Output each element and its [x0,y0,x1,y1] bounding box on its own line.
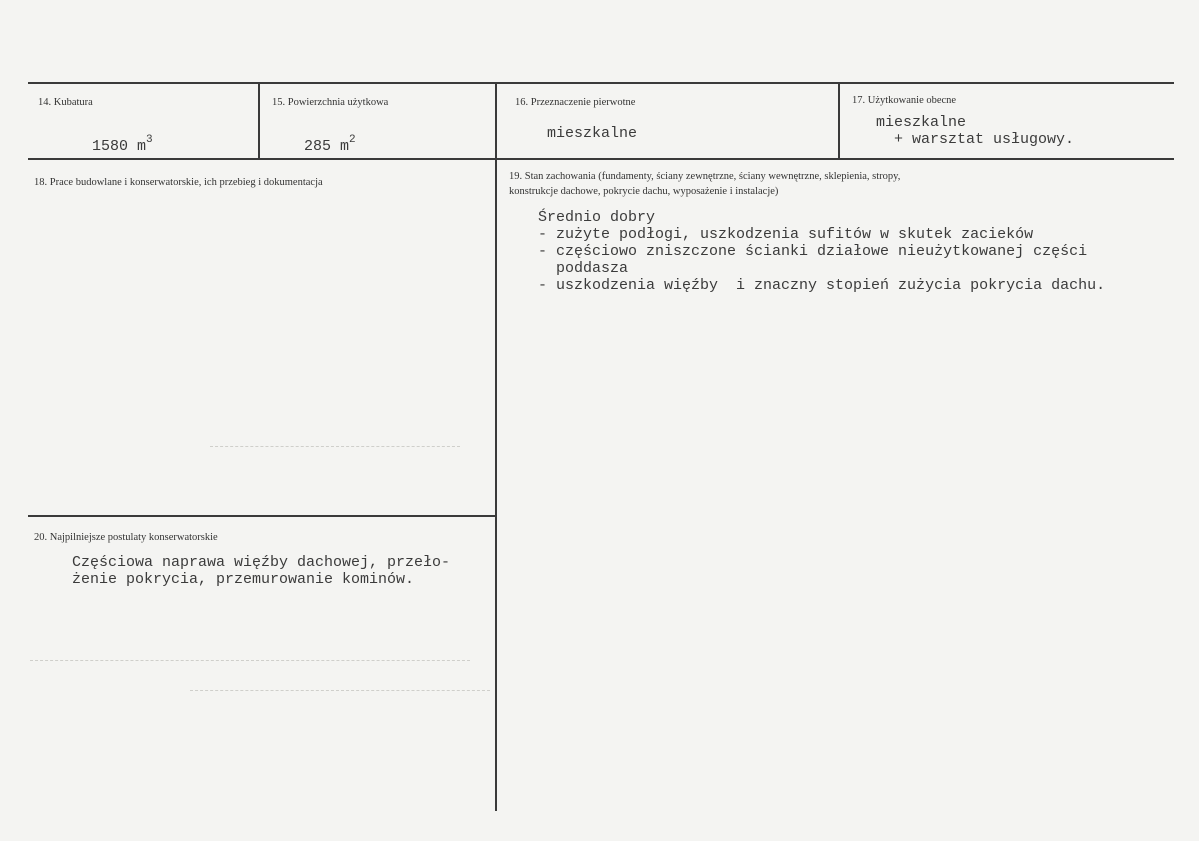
field-19-label-line-1: 19. Stan zachowania (fundamenty, ściany zewnętrzne, ściany wewnętrzne, sklepienia, stropy, [509,171,901,182]
divider-main [495,84,497,811]
field-15-value [304,134,356,157]
field-14-value [92,134,153,157]
top-rule [28,82,1174,84]
row1-bottom-rule [28,158,1174,160]
field-20-line-2: żenie pokrycia, przemurowanie kominów. [72,571,415,588]
field-19-line-3: - częściowo zniszczone ścianki działowe nieużytkowanej części [538,243,1088,260]
faint-line [30,660,470,661]
field-16-value: mieszkalne [547,125,638,142]
divider-14-15 [258,84,260,159]
field-14-exponent: 3 [146,134,153,146]
field-15-number: 285 m [304,138,350,155]
field-14-number: 1580 m [92,138,147,155]
field-19-line-1: Średnio dobry [538,209,656,226]
field-20-label: 20. Najpilniejsze postulaty konserwatorskie [34,532,218,543]
field-15-exponent: 2 [349,134,356,146]
faint-line [190,690,490,691]
field-19-line-2: - zużyte podłogi, uszkodzenia sufitów w skutek zacieków [538,226,1034,243]
section20-top-rule [28,515,496,517]
field-18-label: 18. Prace budowlane i konserwatorskie, ich przebieg i dokumentacja [34,177,323,188]
field-19-line-5: - uszkodzenia więźby i znaczny stopień zużycia pokrycia dachu. [538,277,1106,294]
faint-line [210,446,460,447]
field-17-line-2: + warsztat usługowy. [876,131,1075,148]
field-16-label: 16. Przeznaczenie pierwotne [515,97,636,108]
field-19-line-4: poddasza [538,260,629,277]
divider-16-17 [838,84,840,159]
field-17-line-1: mieszkalne [876,114,967,131]
field-17-label: 17. Użytkowanie obecne [852,95,957,106]
field-15-label: 15. Powierzchnia użytkowa [272,97,389,108]
field-20-line-1: Częściowa naprawa więźby dachowej, przeło- [72,554,451,571]
field-19-label-line-2: konstrukcje dachowe, pokrycie dachu, wyposażenie i instalacje) [509,186,779,197]
field-14-label: 14. Kubatura [38,97,93,108]
